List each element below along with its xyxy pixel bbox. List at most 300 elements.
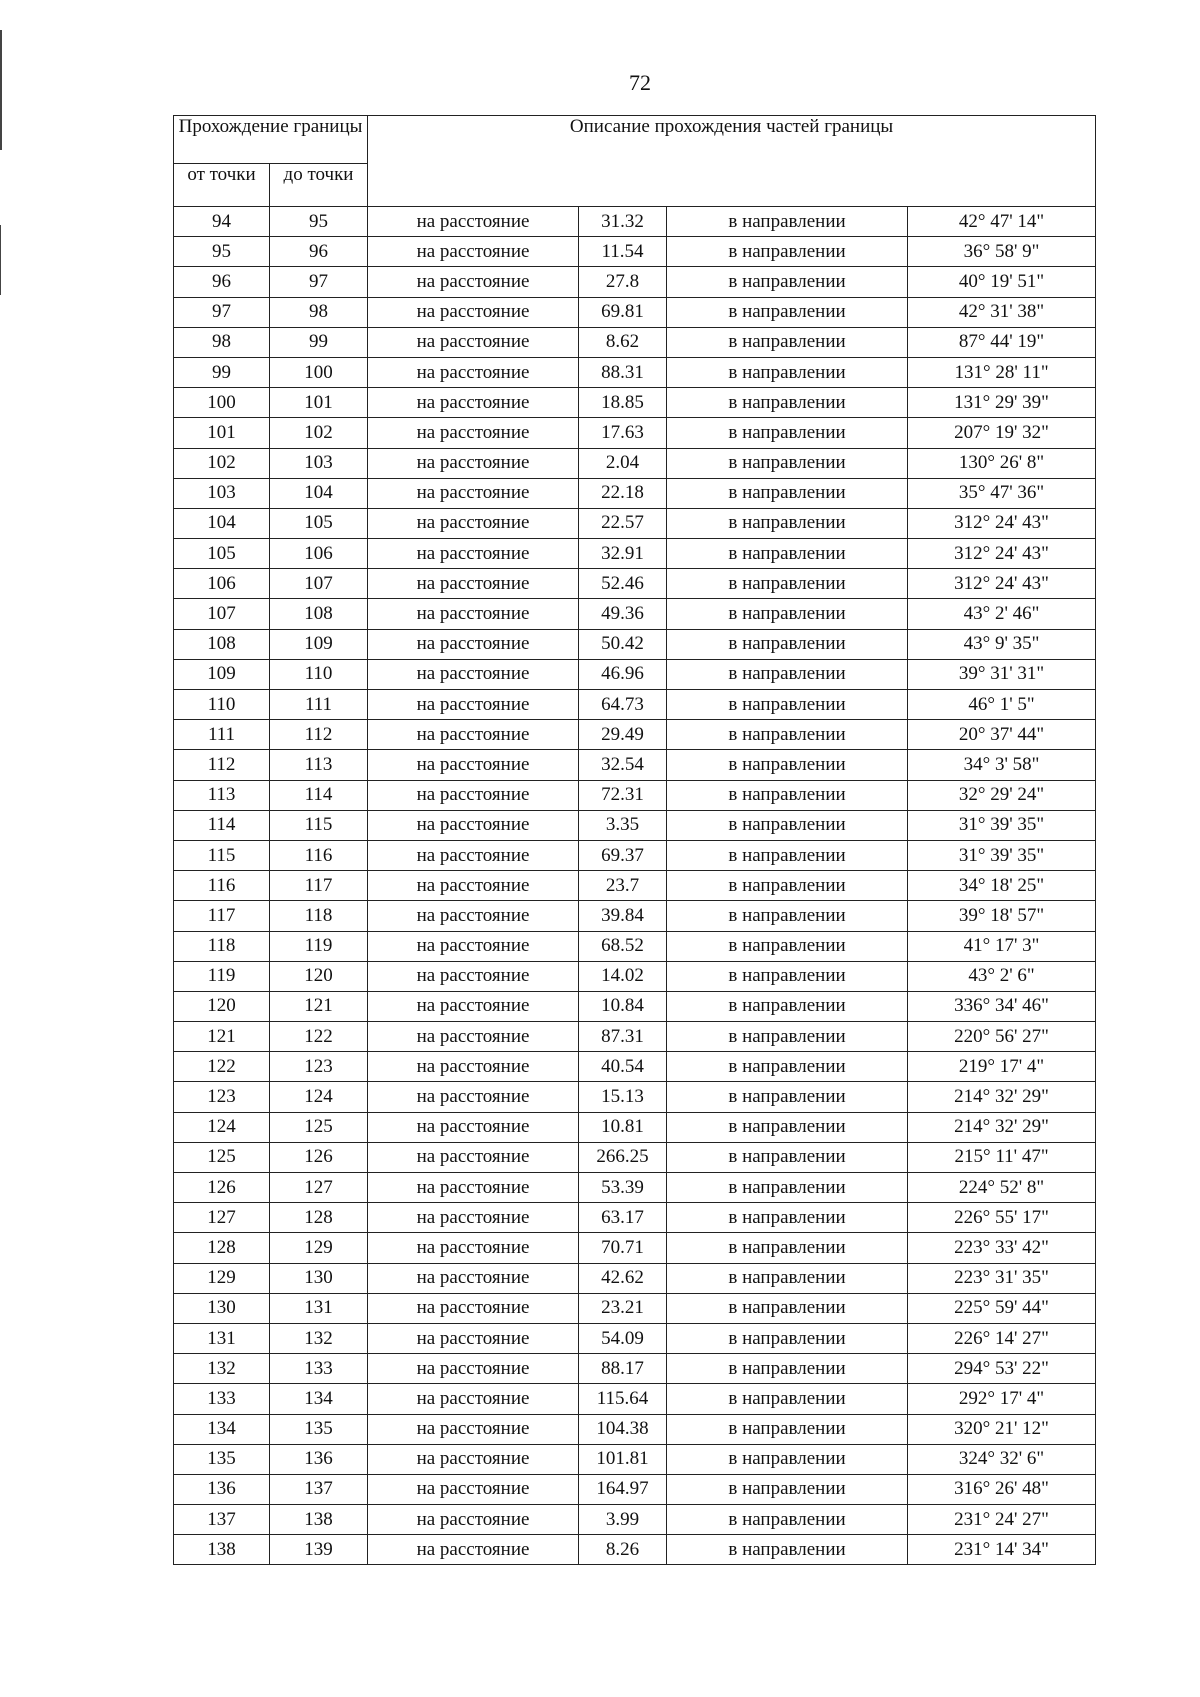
distance-label-cell: на расстояние <box>368 1293 579 1323</box>
direction-value-cell: 336° 34' 46" <box>908 991 1096 1021</box>
distance-value-cell: 104.38 <box>579 1414 667 1444</box>
distance-label-cell: на расстояние <box>368 931 579 961</box>
distance-label-cell: на расстояние <box>368 810 579 840</box>
table-row <box>174 388 1096 418</box>
distance-label-cell: на расстояние <box>368 1022 579 1052</box>
to-point-cell: 118 <box>270 901 368 931</box>
table-row <box>174 1263 1096 1293</box>
distance-value-cell: 8.62 <box>579 327 667 357</box>
from-point-cell: 120 <box>174 991 270 1021</box>
direction-label-cell: в направлении <box>667 1203 908 1233</box>
direction-label-cell: в направлении <box>667 1505 908 1535</box>
distance-value-cell: 10.84 <box>579 991 667 1021</box>
from-point-cell: 106 <box>174 569 270 599</box>
table-row <box>174 539 1096 569</box>
direction-label-cell: в направлении <box>667 1323 908 1353</box>
to-point-cell: 131 <box>270 1293 368 1323</box>
to-point-cell: 138 <box>270 1505 368 1535</box>
distance-value-cell: 54.09 <box>579 1323 667 1353</box>
table-row <box>174 478 1096 508</box>
distance-label-cell: на расстояние <box>368 1444 579 1474</box>
distance-value-cell: 14.02 <box>579 961 667 991</box>
direction-label-cell: в направлении <box>667 478 908 508</box>
distance-label-cell: на расстояние <box>368 508 579 538</box>
to-point-cell: 111 <box>270 690 368 720</box>
distance-value-cell: 101.81 <box>579 1444 667 1474</box>
to-point-cell: 139 <box>270 1535 368 1565</box>
to-point-cell: 128 <box>270 1203 368 1233</box>
distance-value-cell: 3.35 <box>579 810 667 840</box>
direction-value-cell: 231° 24' 27" <box>908 1505 1096 1535</box>
distance-value-cell: 23.21 <box>579 1293 667 1323</box>
direction-value-cell: 292° 17' 4" <box>908 1384 1096 1414</box>
from-point-cell: 101 <box>174 418 270 448</box>
from-point-cell: 99 <box>174 357 270 387</box>
from-point-cell: 131 <box>174 1323 270 1353</box>
table-row <box>174 327 1096 357</box>
direction-label-cell: в направлении <box>667 508 908 538</box>
from-point-cell: 104 <box>174 508 270 538</box>
distance-label-cell: на расстояние <box>368 1535 579 1565</box>
direction-value-cell: 312° 24' 43" <box>908 539 1096 569</box>
from-point-cell: 138 <box>174 1535 270 1565</box>
table-row <box>174 1233 1096 1263</box>
table-row <box>174 599 1096 629</box>
distance-label-cell: на расстояние <box>368 1323 579 1353</box>
to-point-cell: 101 <box>270 388 368 418</box>
table-row <box>174 931 1096 961</box>
direction-label-cell: в направлении <box>667 267 908 297</box>
distance-value-cell: 69.37 <box>579 840 667 870</box>
distance-label-cell: на расстояние <box>368 1474 579 1504</box>
to-point-cell: 135 <box>270 1414 368 1444</box>
distance-value-cell: 8.26 <box>579 1535 667 1565</box>
direction-value-cell: 40° 19' 51" <box>908 267 1096 297</box>
distance-label-cell: на расстояние <box>368 357 579 387</box>
direction-label-cell: в направлении <box>667 931 908 961</box>
table-row <box>174 961 1096 991</box>
direction-value-cell: 130° 26' 8" <box>908 448 1096 478</box>
direction-value-cell: 39° 31' 31" <box>908 659 1096 689</box>
from-point-cell: 127 <box>174 1203 270 1233</box>
page-number: 72 <box>629 70 651 95</box>
distance-value-cell: 69.81 <box>579 297 667 327</box>
to-point-cell: 134 <box>270 1384 368 1414</box>
distance-label-cell: на расстояние <box>368 1505 579 1535</box>
table-row <box>174 1022 1096 1052</box>
direction-value-cell: 214° 32' 29" <box>908 1082 1096 1112</box>
table-row <box>174 1414 1096 1444</box>
distance-label-cell: на расстояние <box>368 418 579 448</box>
table-row <box>174 1203 1096 1233</box>
direction-label-cell: в направлении <box>667 810 908 840</box>
direction-label-cell: в направлении <box>667 599 908 629</box>
from-point-cell: 114 <box>174 810 270 840</box>
distance-value-cell: 3.99 <box>579 1505 667 1535</box>
direction-value-cell: 224° 52' 8" <box>908 1173 1096 1203</box>
distance-value-cell: 266.25 <box>579 1142 667 1172</box>
distance-label-cell: на расстояние <box>368 569 579 599</box>
table-row <box>174 1535 1096 1565</box>
direction-label-cell: в направлении <box>667 780 908 810</box>
distance-label-cell: на расстояние <box>368 1384 579 1414</box>
to-point-cell: 124 <box>270 1082 368 1112</box>
scan-edge-mark <box>0 225 1 295</box>
from-point-cell: 108 <box>174 629 270 659</box>
direction-label-cell: в направлении <box>667 327 908 357</box>
from-point-cell: 105 <box>174 539 270 569</box>
distance-value-cell: 164.97 <box>579 1474 667 1504</box>
to-point-cell: 104 <box>270 478 368 508</box>
to-point-cell: 102 <box>270 418 368 448</box>
direction-value-cell: 324° 32' 6" <box>908 1444 1096 1474</box>
direction-value-cell: 219° 17' 4" <box>908 1052 1096 1082</box>
direction-value-cell: 220° 56' 27" <box>908 1022 1096 1052</box>
direction-label-cell: в направлении <box>667 1082 908 1112</box>
to-point-cell: 113 <box>270 750 368 780</box>
to-point-cell: 105 <box>270 508 368 538</box>
to-point-cell: 125 <box>270 1112 368 1142</box>
from-point-cell: 100 <box>174 388 270 418</box>
distance-value-cell: 40.54 <box>579 1052 667 1082</box>
direction-label-cell: в направлении <box>667 840 908 870</box>
table-row <box>174 629 1096 659</box>
table-row <box>174 267 1096 297</box>
table-row <box>174 1142 1096 1172</box>
table-row <box>174 750 1096 780</box>
table-row <box>174 357 1096 387</box>
to-point-cell: 96 <box>270 237 368 267</box>
from-point-cell: 116 <box>174 871 270 901</box>
direction-label-cell: в направлении <box>667 1052 908 1082</box>
direction-label-cell: в направлении <box>667 1474 908 1504</box>
direction-value-cell: 46° 1' 5" <box>908 690 1096 720</box>
distance-value-cell: 22.18 <box>579 478 667 508</box>
table-row <box>174 1173 1096 1203</box>
to-point-cell: 132 <box>270 1323 368 1353</box>
table-row <box>174 690 1096 720</box>
distance-value-cell: 68.52 <box>579 931 667 961</box>
direction-label-cell: в направлении <box>667 237 908 267</box>
distance-label-cell: на расстояние <box>368 1233 579 1263</box>
distance-label-cell: на расстояние <box>368 1414 579 1444</box>
direction-value-cell: 42° 31' 38" <box>908 297 1096 327</box>
to-point-cell: 114 <box>270 780 368 810</box>
distance-value-cell: 2.04 <box>579 448 667 478</box>
direction-label-cell: в направлении <box>667 357 908 387</box>
table-row <box>174 991 1096 1021</box>
distance-value-cell: 42.62 <box>579 1263 667 1293</box>
direction-value-cell: 87° 44' 19" <box>908 327 1096 357</box>
direction-value-cell: 31° 39' 35" <box>908 840 1096 870</box>
direction-label-cell: в направлении <box>667 1173 908 1203</box>
distance-value-cell: 10.81 <box>579 1112 667 1142</box>
from-point-cell: 115 <box>174 840 270 870</box>
direction-label-cell: в направлении <box>667 388 908 418</box>
distance-value-cell: 72.31 <box>579 780 667 810</box>
table-row <box>174 1474 1096 1504</box>
distance-label-cell: на расстояние <box>368 207 579 237</box>
distance-label-cell: на расстояние <box>368 659 579 689</box>
direction-value-cell: 131° 29' 39" <box>908 388 1096 418</box>
distance-value-cell: 63.17 <box>579 1203 667 1233</box>
from-point-cell: 118 <box>174 931 270 961</box>
table-row <box>174 720 1096 750</box>
direction-value-cell: 320° 21' 12" <box>908 1414 1096 1444</box>
direction-label-cell: в направлении <box>667 1233 908 1263</box>
direction-value-cell: 214° 32' 29" <box>908 1112 1096 1142</box>
direction-value-cell: 43° 2' 46" <box>908 599 1096 629</box>
distance-label-cell: на расстояние <box>368 327 579 357</box>
direction-label-cell: в направлении <box>667 690 908 720</box>
distance-label-cell: на расстояние <box>368 478 579 508</box>
to-point-cell: 119 <box>270 931 368 961</box>
to-point-cell: 109 <box>270 629 368 659</box>
table-row <box>174 1444 1096 1474</box>
distance-label-cell: на расстояние <box>368 267 579 297</box>
distance-label-cell: на расстояние <box>368 690 579 720</box>
direction-value-cell: 131° 28' 11" <box>908 357 1096 387</box>
distance-label-cell: на расстояние <box>368 871 579 901</box>
boundary-table <box>173 115 1096 1565</box>
direction-label-cell: в направлении <box>667 871 908 901</box>
direction-value-cell: 31° 39' 35" <box>908 810 1096 840</box>
direction-value-cell: 42° 47' 14" <box>908 207 1096 237</box>
distance-value-cell: 87.31 <box>579 1022 667 1052</box>
distance-value-cell: 32.91 <box>579 539 667 569</box>
direction-label-cell: в направлении <box>667 1414 908 1444</box>
from-point-cell: 133 <box>174 1384 270 1414</box>
direction-value-cell: 223° 33' 42" <box>908 1233 1096 1263</box>
to-point-cell: 95 <box>270 207 368 237</box>
direction-value-cell: 34° 3' 58" <box>908 750 1096 780</box>
from-point-cell: 129 <box>174 1263 270 1293</box>
direction-value-cell: 39° 18' 57" <box>908 901 1096 931</box>
from-point-cell: 95 <box>174 237 270 267</box>
from-point-cell: 119 <box>174 961 270 991</box>
distance-label-cell: на расстояние <box>368 840 579 870</box>
direction-label-cell: в направлении <box>667 1022 908 1052</box>
to-point-cell: 112 <box>270 720 368 750</box>
distance-value-cell: 46.96 <box>579 659 667 689</box>
from-point-cell: 94 <box>174 207 270 237</box>
distance-label-cell: на расстояние <box>368 1203 579 1233</box>
header-from-point: от точки <box>174 164 270 207</box>
distance-value-cell: 29.49 <box>579 720 667 750</box>
distance-label-cell: на расстояние <box>368 961 579 991</box>
distance-label-cell: на расстояние <box>368 237 579 267</box>
direction-label-cell: в направлении <box>667 448 908 478</box>
from-point-cell: 97 <box>174 297 270 327</box>
direction-value-cell: 223° 31' 35" <box>908 1263 1096 1293</box>
from-point-cell: 132 <box>174 1354 270 1384</box>
to-point-cell: 127 <box>270 1173 368 1203</box>
distance-label-cell: на расстояние <box>368 629 579 659</box>
from-point-cell: 111 <box>174 720 270 750</box>
direction-value-cell: 41° 17' 3" <box>908 931 1096 961</box>
from-point-cell: 122 <box>174 1052 270 1082</box>
to-point-cell: 136 <box>270 1444 368 1474</box>
to-point-cell: 110 <box>270 659 368 689</box>
table-row <box>174 1293 1096 1323</box>
direction-label-cell: в направлении <box>667 991 908 1021</box>
distance-label-cell: на расстояние <box>368 780 579 810</box>
direction-value-cell: 312° 24' 43" <box>908 508 1096 538</box>
from-point-cell: 130 <box>174 1293 270 1323</box>
distance-label-cell: на расстояние <box>368 1052 579 1082</box>
direction-value-cell: 36° 58' 9" <box>908 237 1096 267</box>
from-point-cell: 117 <box>174 901 270 931</box>
direction-label-cell: в направлении <box>667 1112 908 1142</box>
direction-label-cell: в направлении <box>667 1444 908 1474</box>
table-row <box>174 237 1096 267</box>
direction-label-cell: в направлении <box>667 1354 908 1384</box>
direction-value-cell: 43° 9' 35" <box>908 629 1096 659</box>
from-point-cell: 109 <box>174 659 270 689</box>
table-row <box>174 871 1096 901</box>
to-point-cell: 133 <box>270 1354 368 1384</box>
distance-value-cell: 49.36 <box>579 599 667 629</box>
distance-label-cell: на расстояние <box>368 1082 579 1112</box>
to-point-cell: 122 <box>270 1022 368 1052</box>
table-row <box>174 1354 1096 1384</box>
from-point-cell: 124 <box>174 1112 270 1142</box>
from-point-cell: 123 <box>174 1082 270 1112</box>
table-row <box>174 780 1096 810</box>
direction-value-cell: 231° 14' 34" <box>908 1535 1096 1565</box>
direction-label-cell: в направлении <box>667 569 908 599</box>
distance-value-cell: 50.42 <box>579 629 667 659</box>
distance-label-cell: на расстояние <box>368 539 579 569</box>
table-row <box>174 901 1096 931</box>
table-row <box>174 1384 1096 1414</box>
from-point-cell: 102 <box>174 448 270 478</box>
to-point-cell: 137 <box>270 1474 368 1504</box>
to-point-cell: 117 <box>270 871 368 901</box>
table-row <box>174 810 1096 840</box>
distance-label-cell: на расстояние <box>368 1142 579 1172</box>
to-point-cell: 103 <box>270 448 368 478</box>
distance-value-cell: 18.85 <box>579 388 667 418</box>
from-point-cell: 135 <box>174 1444 270 1474</box>
table-row <box>174 448 1096 478</box>
distance-value-cell: 23.7 <box>579 871 667 901</box>
to-point-cell: 98 <box>270 297 368 327</box>
direction-label-cell: в направлении <box>667 1263 908 1293</box>
from-point-cell: 134 <box>174 1414 270 1444</box>
distance-value-cell: 22.57 <box>579 508 667 538</box>
distance-value-cell: 15.13 <box>579 1082 667 1112</box>
direction-label-cell: в направлении <box>667 750 908 780</box>
distance-label-cell: на расстояние <box>368 720 579 750</box>
direction-label-cell: в направлении <box>667 1384 908 1414</box>
to-point-cell: 121 <box>270 991 368 1021</box>
direction-value-cell: 34° 18' 25" <box>908 871 1096 901</box>
distance-value-cell: 52.46 <box>579 569 667 599</box>
direction-value-cell: 215° 11' 47" <box>908 1142 1096 1172</box>
from-point-cell: 125 <box>174 1142 270 1172</box>
to-point-cell: 126 <box>270 1142 368 1172</box>
to-point-cell: 115 <box>270 810 368 840</box>
direction-value-cell: 207° 19' 32" <box>908 418 1096 448</box>
header-passage: Прохождение границы <box>174 116 368 164</box>
distance-value-cell: 53.39 <box>579 1173 667 1203</box>
distance-value-cell: 88.17 <box>579 1354 667 1384</box>
direction-value-cell: 316° 26' 48" <box>908 1474 1096 1504</box>
distance-label-cell: на расстояние <box>368 1112 579 1142</box>
distance-value-cell: 88.31 <box>579 357 667 387</box>
from-point-cell: 136 <box>174 1474 270 1504</box>
distance-label-cell: на расстояние <box>368 599 579 629</box>
direction-label-cell: в направлении <box>667 720 908 750</box>
to-point-cell: 106 <box>270 539 368 569</box>
direction-value-cell: 43° 2' 6" <box>908 961 1096 991</box>
from-point-cell: 112 <box>174 750 270 780</box>
direction-label-cell: в направлении <box>667 629 908 659</box>
distance-label-cell: на расстояние <box>368 991 579 1021</box>
distance-label-cell: на расстояние <box>368 448 579 478</box>
direction-label-cell: в направлении <box>667 1535 908 1565</box>
direction-value-cell: 20° 37' 44" <box>908 720 1096 750</box>
to-point-cell: 108 <box>270 599 368 629</box>
distance-label-cell: на расстояние <box>368 901 579 931</box>
table-row <box>174 508 1096 538</box>
distance-value-cell: 39.84 <box>579 901 667 931</box>
from-point-cell: 107 <box>174 599 270 629</box>
to-point-cell: 130 <box>270 1263 368 1293</box>
direction-label-cell: в направлении <box>667 207 908 237</box>
table-row <box>174 207 1096 237</box>
from-point-cell: 110 <box>174 690 270 720</box>
table-row <box>174 840 1096 870</box>
distance-value-cell: 11.54 <box>579 237 667 267</box>
to-point-cell: 107 <box>270 569 368 599</box>
to-point-cell: 116 <box>270 840 368 870</box>
from-point-cell: 103 <box>174 478 270 508</box>
direction-value-cell: 32° 29' 24" <box>908 780 1096 810</box>
direction-label-cell: в направлении <box>667 418 908 448</box>
to-point-cell: 99 <box>270 327 368 357</box>
from-point-cell: 98 <box>174 327 270 357</box>
to-point-cell: 100 <box>270 357 368 387</box>
direction-value-cell: 312° 24' 43" <box>908 569 1096 599</box>
distance-label-cell: на расстояние <box>368 750 579 780</box>
from-point-cell: 126 <box>174 1173 270 1203</box>
direction-value-cell: 294° 53' 22" <box>908 1354 1096 1384</box>
direction-value-cell: 226° 14' 27" <box>908 1323 1096 1353</box>
direction-label-cell: в направлении <box>667 1293 908 1323</box>
distance-label-cell: на расстояние <box>368 297 579 327</box>
table-row <box>174 1082 1096 1112</box>
distance-value-cell: 31.32 <box>579 207 667 237</box>
table-row <box>174 1112 1096 1142</box>
direction-value-cell: 226° 55' 17" <box>908 1203 1096 1233</box>
from-point-cell: 137 <box>174 1505 270 1535</box>
distance-value-cell: 27.8 <box>579 267 667 297</box>
table-row <box>174 1052 1096 1082</box>
to-point-cell: 129 <box>270 1233 368 1263</box>
table-row <box>174 418 1096 448</box>
from-point-cell: 121 <box>174 1022 270 1052</box>
distance-label-cell: на расстояние <box>368 1263 579 1293</box>
from-point-cell: 96 <box>174 267 270 297</box>
distance-label-cell: на расстояние <box>368 1354 579 1384</box>
header-to-point: до точки <box>270 164 368 207</box>
distance-value-cell: 32.54 <box>579 750 667 780</box>
direction-label-cell: в направлении <box>667 1142 908 1172</box>
table-row <box>174 1505 1096 1535</box>
distance-value-cell: 64.73 <box>579 690 667 720</box>
